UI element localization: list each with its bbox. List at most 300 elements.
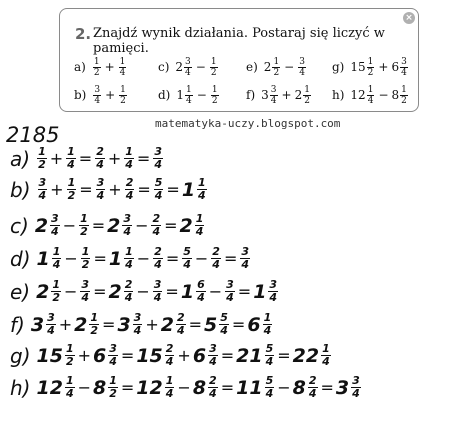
- fraction: [124, 279, 134, 304]
- denominator: 4: [124, 291, 133, 304]
- denominator: 4: [176, 324, 185, 337]
- numerator: 3: [153, 278, 162, 291]
- operator: +: [49, 149, 64, 168]
- operator: −: [208, 282, 223, 301]
- numerator: 1: [52, 245, 61, 258]
- denominator: 4: [186, 95, 192, 106]
- denominator: 4: [96, 158, 104, 171]
- whole-number: 1: [108, 247, 123, 270]
- numerator: 2: [308, 374, 317, 387]
- fraction: [153, 279, 163, 304]
- denominator: 2: [367, 67, 374, 78]
- operator: =: [120, 346, 135, 365]
- close-icon[interactable]: ×: [403, 12, 415, 24]
- numerator: 2: [152, 212, 161, 225]
- operator: =: [320, 378, 334, 397]
- operator: =: [223, 249, 238, 268]
- denominator: 4: [220, 324, 228, 337]
- operator: =: [164, 216, 178, 235]
- denominator: 4: [152, 225, 161, 238]
- whole-number: 22: [292, 344, 320, 367]
- fraction: [66, 146, 76, 171]
- item-label: f): [246, 88, 256, 102]
- operator: =: [78, 149, 93, 168]
- operator: −: [284, 60, 295, 74]
- denominator: 4: [165, 387, 174, 400]
- operator: −: [64, 282, 78, 301]
- numerator: 1: [211, 84, 218, 95]
- operator: =: [277, 346, 291, 365]
- operator: −: [195, 60, 206, 74]
- numerator: 3: [352, 374, 360, 387]
- numerator: 3: [401, 56, 407, 67]
- whole-number: 2: [179, 214, 193, 237]
- whole-number: 6: [247, 313, 261, 336]
- item-label: c): [158, 60, 170, 74]
- fraction: [303, 85, 311, 106]
- denominator: 2: [90, 324, 99, 337]
- numerator: 1: [125, 145, 133, 158]
- fraction: [270, 85, 278, 106]
- fraction: [240, 246, 250, 271]
- numerator: 3: [123, 212, 132, 225]
- denominator: 4: [265, 355, 274, 368]
- operator: =: [237, 282, 252, 301]
- numerator: 3: [269, 278, 278, 291]
- numerator: 1: [93, 56, 100, 67]
- operator: +: [104, 60, 115, 74]
- whole-number: 2: [175, 60, 184, 74]
- denominator: 4: [109, 355, 117, 368]
- whole-number: 15: [36, 344, 63, 367]
- item-label: a): [10, 146, 31, 171]
- fraction: [133, 312, 143, 337]
- denominator: 4: [67, 158, 75, 171]
- whole-number: 15: [136, 344, 163, 367]
- numerator: 5: [265, 374, 274, 387]
- task-item: [158, 53, 219, 81]
- operator: −: [136, 249, 151, 268]
- numerator: 2: [176, 311, 185, 324]
- whole-number: 6: [192, 344, 207, 367]
- numerator: 3: [154, 145, 162, 158]
- whole-number: 1: [253, 280, 267, 303]
- whole-number: 8: [292, 376, 306, 399]
- denominator: 4: [367, 95, 374, 106]
- denominator: 4: [51, 225, 59, 238]
- operator: =: [137, 180, 151, 199]
- denominator: 4: [209, 387, 217, 400]
- watermark-url: matematyka-uczy.blogspot.com: [155, 117, 341, 130]
- fraction: [400, 85, 408, 106]
- whole-number: 21: [236, 344, 263, 367]
- denominator: 4: [322, 355, 330, 368]
- operator: +: [77, 346, 92, 365]
- denominator: 4: [154, 258, 162, 271]
- numerator: 3: [185, 56, 191, 67]
- fraction: [225, 279, 235, 304]
- fraction: [151, 213, 161, 238]
- fraction: [268, 279, 278, 304]
- operator: =: [91, 216, 106, 235]
- numerator: 1: [186, 84, 192, 95]
- numerator: 2: [124, 278, 133, 291]
- operator: =: [102, 315, 116, 334]
- fraction: [298, 57, 306, 78]
- fraction: [351, 375, 361, 400]
- denominator: 4: [270, 95, 277, 106]
- whole-number: 2: [74, 313, 88, 336]
- whole-number: 1: [176, 88, 185, 102]
- numerator: 2: [212, 245, 220, 258]
- solution-line: [10, 177, 208, 202]
- numerator: 2: [165, 342, 174, 355]
- task-item: [332, 53, 409, 81]
- denominator: 4: [195, 225, 204, 238]
- operator: =: [166, 180, 180, 199]
- whole-number: 8: [391, 88, 400, 102]
- numerator: 1: [304, 84, 310, 95]
- whole-number: 1: [181, 178, 196, 201]
- operator: +: [108, 180, 122, 199]
- solution-line: [10, 246, 251, 271]
- fraction: [210, 57, 218, 78]
- solution-line: [10, 312, 273, 337]
- exercise-task-number: 2.: [75, 25, 92, 43]
- fraction: [108, 343, 118, 368]
- whole-number: 3: [117, 313, 131, 336]
- operator: +: [378, 60, 389, 74]
- operator: +: [107, 149, 122, 168]
- whole-number: 3: [30, 313, 45, 336]
- fraction: [52, 246, 62, 271]
- operator: =: [79, 180, 93, 199]
- operator: =: [120, 378, 135, 397]
- fraction: [185, 85, 193, 106]
- operator: +: [145, 315, 159, 334]
- fraction: [367, 85, 375, 106]
- whole-number: 8: [192, 376, 207, 399]
- fraction: [165, 343, 175, 368]
- numerator: 1: [195, 212, 204, 225]
- operator: =: [231, 315, 246, 334]
- denominator: 4: [38, 189, 47, 202]
- whole-number: 2: [294, 88, 303, 102]
- denominator: 4: [96, 189, 105, 202]
- task-item: [74, 53, 127, 81]
- denominator: 4: [133, 324, 142, 337]
- numerator: 3: [226, 278, 234, 291]
- numerator: 3: [133, 311, 142, 324]
- exercise-instruction: Znajdź wynik działania. Postaraj się liczyć w pamięci.: [93, 26, 385, 56]
- denominator: 4: [241, 258, 249, 271]
- denominator: 2: [67, 189, 76, 202]
- operator: =: [93, 282, 107, 301]
- operator: +: [50, 180, 64, 199]
- denominator: 4: [185, 67, 191, 78]
- numerator: 3: [38, 176, 47, 189]
- operator: =: [165, 249, 180, 268]
- fraction: [81, 246, 91, 271]
- fraction: [96, 177, 106, 202]
- fraction: [50, 213, 60, 238]
- numerator: 1: [322, 342, 330, 355]
- whole-number: 3: [261, 88, 269, 102]
- numerator: 1: [52, 278, 60, 291]
- numerator: 1: [90, 311, 99, 324]
- fraction: [208, 343, 218, 368]
- whole-number: 12: [36, 376, 63, 399]
- operator: =: [136, 149, 151, 168]
- fraction: [184, 57, 192, 78]
- fraction: [119, 57, 127, 78]
- whole-number: 12: [350, 88, 366, 102]
- numerator: 1: [125, 245, 133, 258]
- item-label: f): [10, 312, 25, 337]
- fraction: [176, 312, 186, 337]
- numerator: 3: [51, 212, 59, 225]
- whole-number: 1: [36, 247, 50, 270]
- operator: −: [135, 216, 149, 235]
- denominator: 4: [81, 291, 90, 304]
- operator: −: [136, 282, 150, 301]
- task-item: [246, 53, 307, 81]
- numerator: 5: [183, 245, 191, 258]
- numerator: 3: [47, 311, 55, 324]
- denominator: 4: [94, 95, 101, 106]
- numerator: 3: [94, 84, 101, 95]
- numerator: 1: [65, 342, 74, 355]
- task-item: [246, 81, 312, 109]
- numerator: 2: [125, 176, 134, 189]
- denominator: 4: [65, 387, 74, 400]
- item-label: d): [10, 246, 31, 271]
- numerator: 1: [81, 245, 90, 258]
- denominator: 4: [265, 387, 274, 400]
- numerator: 3: [241, 245, 249, 258]
- denominator: 4: [269, 291, 278, 304]
- numerator: 1: [210, 56, 217, 67]
- fraction: [211, 246, 221, 271]
- fraction: [197, 177, 207, 202]
- fraction: [153, 146, 163, 171]
- solution-line: [10, 279, 279, 304]
- operator: +: [177, 346, 191, 365]
- denominator: 2: [211, 95, 218, 106]
- fraction: [154, 177, 164, 202]
- operator: =: [188, 315, 203, 334]
- denominator: 4: [165, 355, 174, 368]
- fraction: [321, 343, 331, 368]
- fraction: [119, 85, 127, 106]
- denominator: 4: [47, 324, 55, 337]
- fraction: [79, 213, 89, 238]
- operator: =: [220, 346, 235, 365]
- operator: =: [220, 378, 235, 397]
- denominator: 4: [154, 158, 162, 171]
- fraction: [46, 312, 56, 337]
- denominator: 2: [304, 95, 310, 106]
- fraction: [265, 375, 275, 400]
- solution-line: [10, 146, 164, 171]
- denominator: 4: [183, 258, 191, 271]
- fraction: [196, 279, 206, 304]
- numerator: 1: [120, 84, 126, 95]
- denominator: 2: [401, 95, 407, 106]
- solution-line: [10, 375, 362, 400]
- numerator: 5: [220, 311, 228, 324]
- numerator: 1: [67, 145, 75, 158]
- denominator: 2: [273, 67, 280, 78]
- whole-number: 2: [34, 214, 49, 237]
- whole-number: 8: [93, 376, 107, 399]
- numerator: 5: [265, 342, 274, 355]
- operator: −: [64, 249, 78, 268]
- numerator: 3: [299, 56, 305, 67]
- item-label: e): [10, 279, 31, 304]
- whole-number: 2: [108, 280, 122, 303]
- numerator: 1: [119, 56, 126, 67]
- numerator: 6: [197, 278, 205, 291]
- operator: −: [196, 88, 207, 102]
- numerator: 3: [209, 342, 217, 355]
- numerator: 1: [38, 145, 46, 158]
- denominator: 4: [209, 355, 217, 368]
- fraction: [182, 246, 192, 271]
- operator: −: [77, 378, 91, 397]
- fraction: [124, 246, 134, 271]
- denominator: 4: [401, 67, 407, 78]
- denominator: 4: [299, 67, 305, 78]
- denominator: 4: [352, 387, 360, 400]
- whole-number: 12: [136, 376, 163, 399]
- whole-number: 2: [160, 313, 174, 336]
- numerator: 5: [154, 176, 163, 189]
- numerator: 3: [270, 84, 277, 95]
- fraction: [263, 312, 273, 337]
- denominator: 2: [65, 355, 74, 368]
- fraction: [93, 85, 101, 106]
- whole-number: 5: [204, 313, 218, 336]
- task-item: [74, 81, 128, 109]
- operator: +: [105, 88, 116, 102]
- operator: −: [378, 88, 389, 102]
- denominator: 2: [52, 291, 60, 304]
- denominator: 2: [38, 158, 46, 171]
- whole-number: 1: [180, 280, 195, 303]
- denominator: 2: [210, 67, 217, 78]
- denominator: 4: [125, 258, 133, 271]
- denominator: 4: [212, 258, 220, 271]
- numerator: 3: [109, 342, 117, 355]
- operator: −: [277, 378, 291, 397]
- denominator: 4: [197, 291, 205, 304]
- denominator: 4: [308, 387, 317, 400]
- denominator: 4: [52, 258, 61, 271]
- exercise-box: [59, 8, 419, 112]
- operator: =: [93, 249, 107, 268]
- numerator: 1: [65, 374, 74, 387]
- numerator: 2: [209, 374, 217, 387]
- whole-number: 3: [335, 376, 350, 399]
- denominator: 4: [119, 67, 126, 78]
- denominator: 2: [93, 67, 100, 78]
- task-item: [332, 81, 409, 109]
- numerator: 1: [67, 176, 76, 189]
- fraction: [265, 343, 275, 368]
- whole-number: 6: [93, 344, 107, 367]
- operator: +: [58, 315, 73, 334]
- fraction: [37, 146, 47, 171]
- fraction: [400, 57, 408, 78]
- numerator: 1: [198, 176, 206, 189]
- numerator: 1: [109, 374, 117, 387]
- denominator: 4: [153, 291, 162, 304]
- fraction: [80, 279, 90, 304]
- denominator: 4: [263, 324, 272, 337]
- numerator: 1: [367, 84, 374, 95]
- denominator: 4: [154, 189, 163, 202]
- fraction: [272, 57, 280, 78]
- whole-number: 2: [263, 60, 272, 74]
- numerator: 1: [80, 212, 88, 225]
- item-label: g): [10, 343, 31, 368]
- item-label: b): [74, 88, 87, 102]
- operator: =: [165, 282, 179, 301]
- fraction: [153, 246, 163, 271]
- fraction: [65, 375, 75, 400]
- denominator: 4: [125, 158, 133, 171]
- numerator: 1: [401, 84, 407, 95]
- whole-number: 2: [36, 280, 50, 303]
- operator: −: [177, 378, 191, 397]
- fraction: [219, 312, 229, 337]
- numerator: 2: [96, 145, 104, 158]
- operator: −: [62, 216, 77, 235]
- fraction: [208, 375, 218, 400]
- fraction: [367, 57, 375, 78]
- denominator: 4: [125, 189, 134, 202]
- numerator: 1: [367, 56, 374, 67]
- denominator: 4: [198, 189, 206, 202]
- item-label: d): [158, 88, 171, 102]
- fraction: [51, 279, 61, 304]
- item-label: h): [10, 375, 31, 400]
- numerator: 3: [81, 278, 90, 291]
- fraction: [195, 213, 205, 238]
- fraction: [95, 146, 105, 171]
- solution-line: [10, 213, 205, 238]
- denominator: 4: [123, 225, 132, 238]
- fraction: [211, 85, 219, 106]
- fraction: [124, 146, 134, 171]
- exercise-number: 2185: [6, 123, 60, 147]
- numerator: 1: [263, 311, 272, 324]
- fraction: [122, 213, 132, 238]
- item-label: e): [246, 60, 258, 74]
- whole-number: 6: [391, 60, 400, 74]
- fraction: [67, 177, 77, 202]
- fraction: [308, 375, 318, 400]
- fraction: [65, 343, 75, 368]
- denominator: 2: [120, 95, 126, 106]
- fraction: [165, 375, 175, 400]
- whole-number: 11: [236, 376, 263, 399]
- item-label: g): [332, 60, 345, 74]
- item-label: a): [74, 60, 86, 74]
- whole-number: 15: [350, 60, 366, 74]
- numerator: 2: [154, 245, 162, 258]
